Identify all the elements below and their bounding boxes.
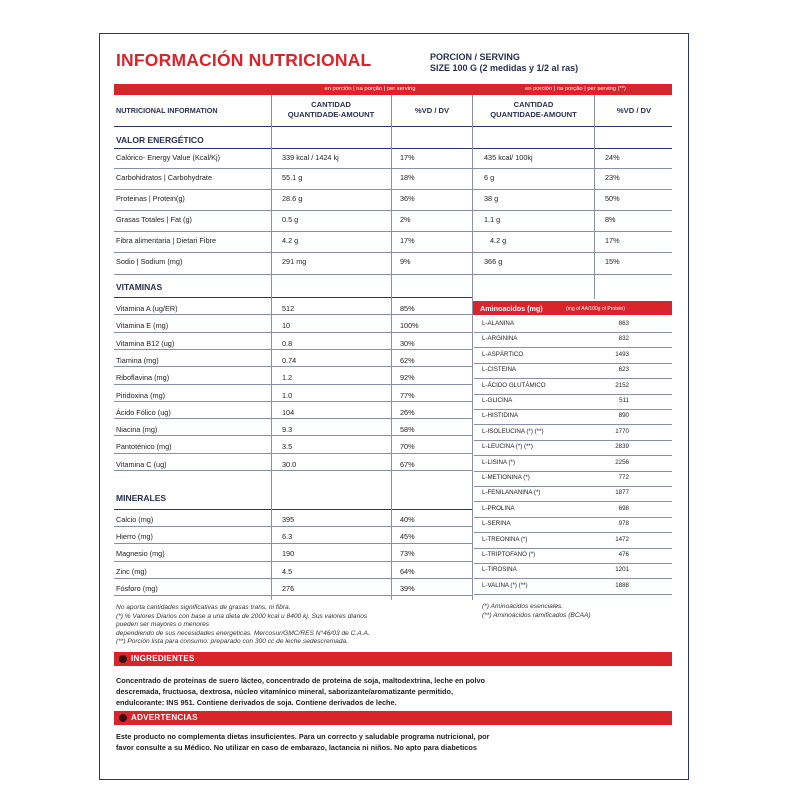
aminoacids-note-bcaa: (**) Aminoácidos ramificados (BCAA)	[482, 612, 591, 619]
row-divider	[114, 578, 472, 579]
row-divider	[114, 401, 472, 402]
nutrition-label-panel	[99, 33, 689, 780]
aminoacid-value: 772	[618, 474, 629, 481]
footnotes	[116, 604, 466, 644]
nutrient-quantity-serving: 4.2 g	[490, 236, 507, 245]
nutritional-information-header: NUTRICIONAL INFORMATION	[116, 106, 218, 115]
quantity-header-right	[473, 100, 594, 120]
ingredients-line: descremada, fructuosa, dextrosa, núcleo vitamínico mineral, saborizante/aromatizante permitido,	[116, 687, 453, 696]
aminoacid-value: 698	[618, 504, 629, 512]
nutrient-quantity: 4.2 g	[282, 236, 299, 245]
warnings-line: Este producto no complementa dietas insuficientes. Para un correcto y saludable programa nutricional, por	[116, 732, 490, 741]
nutrient-vd: 26%	[400, 407, 415, 417]
nutrient-vd: 9%	[400, 257, 411, 266]
footnote-line: (**) Porción lista para consumo: preparado con 300 cc de leche sedescremada.	[116, 638, 349, 645]
aminoacid-name: L-METIONINA (*)	[482, 474, 530, 481]
nutrient-name: Carbohidratos | Carbohydrate	[116, 173, 212, 182]
nutrient-quantity: 4.5	[282, 566, 293, 576]
cantidad-label: CANTIDAD	[311, 100, 351, 109]
row-divider	[474, 578, 672, 579]
nutrient-quantity: 55.1 g	[282, 173, 303, 182]
ingredients-heading: INGREDIENTES	[131, 654, 195, 663]
aminoacid-name: L-LEUCINA (*) (**)	[482, 443, 533, 451]
row-divider	[474, 532, 672, 533]
aminoacid-name: L-SERINA	[482, 520, 511, 528]
nutrient-name: Proteinas | Protein(g)	[116, 194, 185, 203]
portion-line-1: PORCION / SERVING	[430, 52, 520, 62]
row-divider	[474, 501, 672, 502]
row-divider	[474, 563, 672, 564]
nutrient-quantity: 512	[282, 304, 295, 313]
row-divider	[114, 366, 472, 367]
row-divider	[114, 274, 672, 275]
aminoacid-name: L-ARGININA	[482, 335, 518, 343]
row-divider	[474, 424, 672, 425]
aminoacid-value: 2256	[615, 458, 629, 466]
nutrient-name: Hierro (mg)	[116, 532, 153, 542]
aminoacid-name: L-ISOLEUCINA (*) (**)	[482, 427, 544, 435]
vd-header-right: %VD / DV	[616, 106, 652, 115]
row-divider	[474, 455, 672, 456]
bullet-icon	[119, 714, 127, 722]
cantidad-label: CANTIDAD	[513, 100, 554, 109]
row-divider	[114, 418, 472, 419]
row-divider	[474, 347, 672, 348]
nutrient-vd: 17%	[400, 236, 415, 245]
nutrient-quantity: 339 kcal / 1424 kj	[282, 153, 339, 162]
nutrient-quantity-serving: 38 g	[484, 194, 499, 203]
row-divider	[114, 435, 472, 436]
aminoacid-value: 978	[618, 520, 629, 528]
nutrient-vd: 18%	[400, 173, 415, 182]
nutrient-vd: 2%	[400, 215, 411, 224]
aminoacid-name: L-CISTEINA	[482, 366, 517, 374]
nutrient-vd: 17%	[400, 153, 415, 162]
nutrient-quantity-serving: 6 g	[484, 173, 495, 182]
per-serving-label-left: en porción | na porção | per serving	[324, 86, 416, 92]
row-divider	[474, 594, 672, 595]
nutrient-vd: 73%	[400, 549, 415, 559]
nutrient-name: Magnesio (mg)	[116, 549, 165, 559]
quantity-header-left	[272, 100, 390, 120]
row-divider	[474, 440, 672, 441]
aminoacid-name: L-TRIPTOFANO (*)	[482, 551, 536, 558]
section-minerals: MINERALES	[116, 493, 167, 503]
aminoacid-value: 2152	[615, 381, 629, 389]
nutrient-vd: 36%	[400, 194, 415, 203]
aminoacid-value: 1493	[615, 350, 629, 358]
aminoacid-name: L-TIROSINA	[482, 566, 517, 574]
section-energy: VALOR ENERGÉTICO	[116, 135, 204, 145]
nutrient-vd: 92%	[400, 373, 415, 383]
nutrient-name: Vitamina B12 (ug)	[116, 338, 175, 348]
aminoacid-value: 2839	[615, 443, 629, 451]
column-divider	[594, 95, 595, 299]
nutrient-quantity: 30.0	[282, 459, 297, 469]
row-divider	[474, 471, 672, 472]
aminoacids-note-essential: (*) Aminoácidos esenciales.	[482, 603, 564, 610]
nutrient-quantity: 395	[282, 515, 295, 524]
nutrient-vd: 70%	[400, 442, 415, 452]
row-divider	[474, 363, 672, 364]
aminoacid-name: L-FENILANANINA (*)	[482, 489, 541, 497]
row-divider	[114, 526, 472, 527]
nutrient-vd: 85%	[400, 304, 415, 313]
row-divider	[114, 332, 472, 333]
footnote-line: dependiendo de sus necesidades energeticas. Mercosur/GMC/RES N°46/03 de C.A.A.	[116, 629, 370, 637]
nutrient-name: Fósforo (mg)	[116, 583, 158, 593]
nutrient-vd: 100%	[400, 321, 419, 331]
nutrient-name: Ácido Fólico (ug)	[116, 407, 171, 417]
ingredients-line: endulcorante: INS 951. Contiene derivados de soja. Contiene derivados de leche.	[116, 698, 397, 707]
nutrient-vd: 40%	[400, 515, 415, 524]
nutrient-quantity: 1.0	[282, 390, 293, 400]
nutrient-name: Grasas Totales | Fat (g)	[116, 215, 192, 224]
row-divider	[114, 453, 472, 454]
row-divider	[114, 252, 672, 253]
aminoacid-name: L-ASPÁRTICO	[482, 350, 524, 358]
vd-header-left: %VD / DV	[414, 106, 450, 115]
row-divider	[474, 548, 672, 549]
nutrient-name: Riboflavina (mg)	[116, 373, 170, 383]
nutrient-vd: 62%	[400, 355, 415, 365]
column-divider	[472, 95, 473, 600]
aminoacid-value: 863	[618, 320, 629, 327]
nutrient-vd-serving: 8%	[605, 215, 616, 224]
nutrient-quantity: 3.5	[282, 442, 293, 452]
aminoacid-name: L-GLICINA	[482, 397, 513, 404]
warnings-text	[116, 731, 489, 753]
row-divider	[114, 231, 672, 232]
nutrient-vd-serving: 50%	[605, 194, 620, 203]
aminoacid-name: L-VALINA (*) (**)	[482, 581, 528, 589]
nutrient-name: Sodio | Sodium (mg)	[116, 257, 183, 266]
row-divider	[114, 148, 672, 149]
row-divider	[474, 486, 672, 487]
row-divider	[114, 561, 472, 562]
warnings-line: favor consulte a su Médico. No utilizar en caso de embarazo, lactancia ni niños. No apto para diabeticos	[116, 743, 477, 752]
nutrient-quantity: 0.74	[282, 355, 297, 365]
nutrient-vd-serving: 17%	[605, 236, 620, 245]
aminoacid-value: 1770	[615, 427, 629, 435]
row-divider	[114, 210, 672, 211]
section-vitamins: VITAMINAS	[116, 282, 163, 292]
nutrient-name: Zinc (mg)	[116, 566, 147, 576]
nutrient-quantity-serving: 1.1 g	[484, 215, 501, 224]
nutrient-vd: 64%	[400, 566, 415, 576]
row-divider	[114, 314, 472, 315]
aminoacid-value: 1472	[615, 535, 629, 543]
nutrient-name: Vitamina E (mg)	[116, 321, 169, 331]
nutrient-vd: 77%	[400, 390, 415, 400]
aminoacid-name: L-ALANINA	[482, 320, 514, 327]
nutrient-quantity: 291 mg	[282, 257, 307, 266]
row-divider	[114, 543, 472, 544]
column-divider	[391, 95, 392, 600]
nutrient-quantity: 9.3	[282, 425, 293, 435]
nutrient-vd: 39%	[400, 583, 415, 593]
nutrient-quantity-serving: 435 kcal/ 100kj	[484, 153, 533, 162]
row-divider	[474, 409, 672, 410]
aminoacid-name: L-PROLINA	[482, 504, 515, 512]
row-divider	[114, 349, 472, 350]
ingredients-text	[116, 675, 485, 708]
row-divider	[474, 378, 672, 379]
nutrient-name: Piridoxina (mg)	[116, 390, 166, 400]
row-divider	[114, 595, 472, 596]
aminoacids-unit: (mg of AA/100g of Protein)	[566, 306, 625, 312]
row-divider	[114, 384, 472, 385]
nutrient-quantity: 104	[282, 407, 295, 417]
row-divider	[474, 332, 672, 333]
nutrient-name: Calcio (mg)	[116, 515, 154, 524]
nutrient-name: Fibra alimentaria | Dietari Fibre	[116, 236, 217, 245]
aminoacid-value: 623	[618, 366, 629, 374]
footnote-line: pueden ser mayores o menores	[116, 621, 210, 629]
row-divider	[474, 517, 672, 518]
aminoacid-value: 890	[618, 412, 629, 420]
row-divider	[114, 297, 472, 298]
nutrient-vd: 45%	[400, 532, 415, 542]
aminoacid-name: L-LISINA (*)	[482, 458, 516, 466]
nutrient-vd-serving: 23%	[605, 173, 620, 182]
aminoacid-value: 1201	[615, 566, 629, 574]
row-divider	[114, 168, 672, 169]
page-title: INFORMACIÓN NUTRICIONAL	[116, 50, 372, 70]
nutrient-vd: 67%	[400, 459, 415, 469]
ingredients-line: Concentrado de proteinas de suero lácteo, concentrado de proteina de soja, maltodextrina, leche en polvo	[116, 676, 485, 685]
ingredients-header-bar	[114, 652, 672, 666]
portion-line-2: SIZE 100 G (2 medidas y 1/2 al ras)	[430, 63, 579, 73]
nutrient-quantity: 276	[282, 583, 295, 593]
row-divider	[114, 126, 672, 127]
nutrient-name: Niacina (mg)	[116, 425, 158, 435]
bullet-icon	[119, 655, 127, 663]
row-divider	[114, 509, 472, 510]
footnote-line: No aporta cantidades significativas de grasas trans, ni fibra.	[116, 604, 291, 611]
nutrient-quantity: 1.2	[282, 373, 293, 383]
nutrient-name: Calórico- Energy Value (Kcal/Kj)	[116, 153, 221, 162]
quantidade-amount-label: QUANTIDADE-AMOUNT	[490, 110, 577, 119]
quantidade-amount-label: QUANTIDADE-AMOUNT	[287, 110, 375, 119]
nutrient-quantity: 0.8	[282, 338, 293, 348]
nutrient-vd-serving: 24%	[605, 153, 620, 162]
nutrient-vd: 30%	[400, 338, 415, 348]
nutrient-quantity: 0.5 g	[282, 215, 299, 224]
nutrient-vd-serving: 15%	[605, 257, 620, 266]
aminoacid-value: 511	[619, 397, 629, 404]
row-divider	[474, 394, 672, 395]
aminoacid-value: 476	[618, 551, 629, 558]
aminoacid-value: 1888	[615, 581, 629, 589]
nutrient-name: Vitamina A (ug/ER)	[116, 304, 178, 313]
per-serving-label-right: en porción | na porção | per serving (**)	[525, 86, 626, 92]
nutrient-name: Vitamina C (ug)	[116, 459, 167, 469]
row-divider	[114, 189, 672, 190]
footnote-line: (*) % Valores Diarios con base a una dieta de 2000 kcal u 8400 kj. Sus valores diarios	[116, 612, 368, 620]
aminoacid-name: L-ÁCIDO GLUTÁMICO	[482, 381, 546, 389]
aminoacid-name: L-TREONINA (*)	[482, 535, 528, 543]
nutrient-vd: 58%	[400, 425, 415, 435]
nutrient-name: Tiamina (mg)	[116, 355, 159, 365]
aminoacids-title: Aminoacidos (mg)	[480, 304, 543, 313]
nutrient-quantity-serving: 366 g	[484, 257, 503, 266]
nutrient-quantity: 28.6 g	[282, 194, 303, 203]
nutrient-name: Pantoténico (mg)	[116, 442, 172, 452]
aminoacid-value: 832	[618, 335, 629, 343]
warnings-heading: ADVERTENCIAS	[131, 713, 198, 722]
aminoacid-value: 1877	[615, 489, 629, 497]
column-divider	[271, 95, 272, 600]
nutrient-quantity: 6.3	[282, 532, 293, 542]
row-divider	[114, 470, 472, 471]
nutrient-quantity: 10	[282, 321, 291, 331]
nutrient-quantity: 190	[282, 549, 295, 559]
aminoacid-name: L-HISTIDINA	[482, 412, 519, 420]
